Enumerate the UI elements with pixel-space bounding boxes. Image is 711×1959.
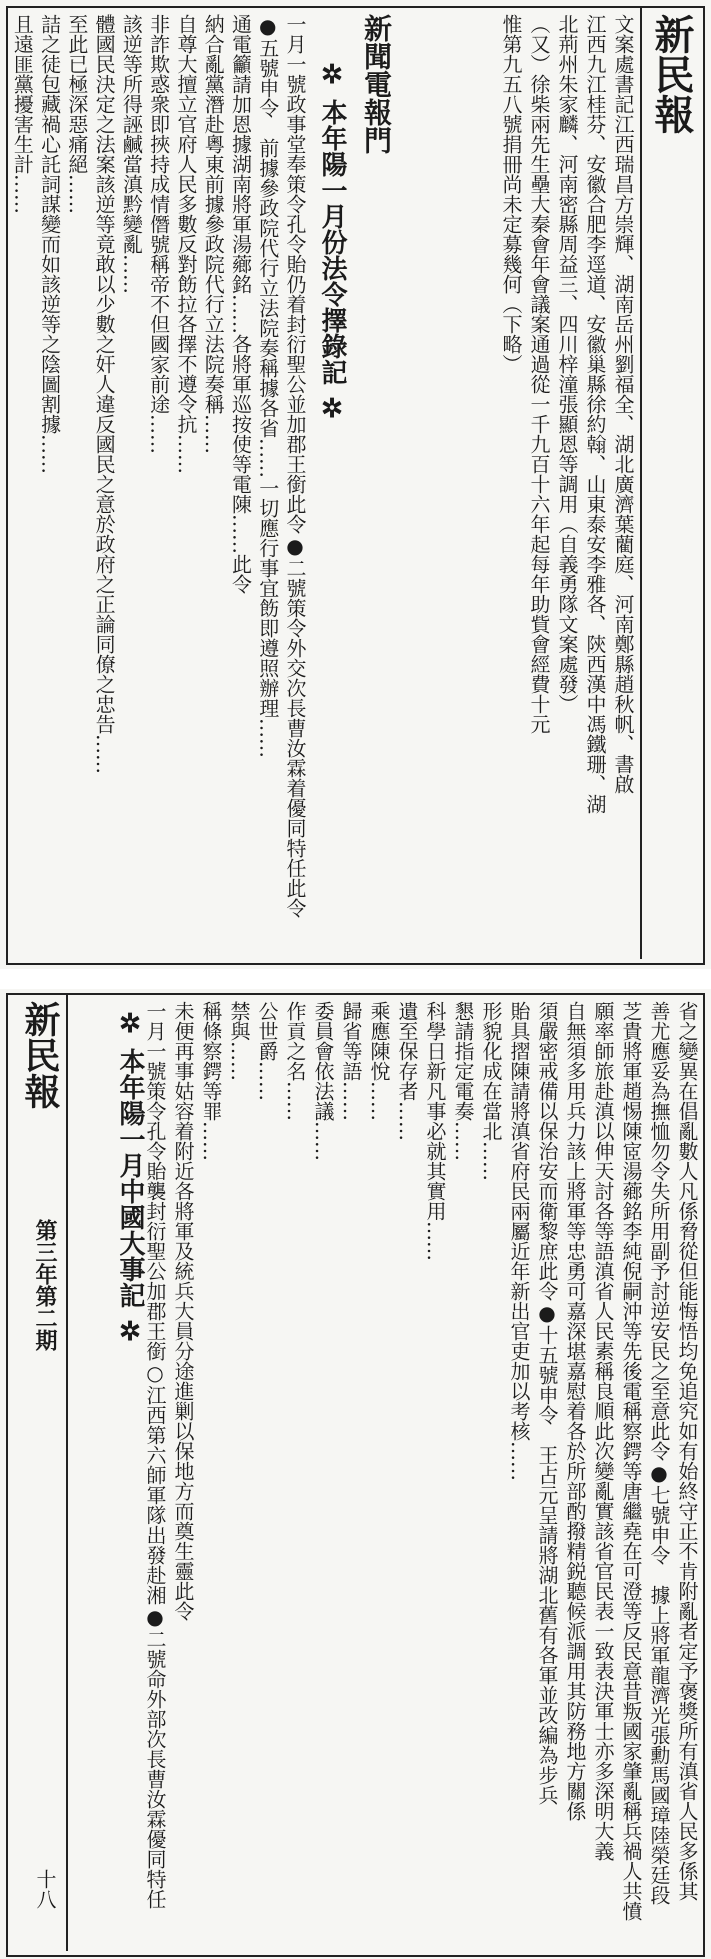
masthead-divider — [66, 995, 68, 1951]
body-line: 公世爵…… — [255, 1001, 279, 1101]
body-line: 文案處書記江西瑞昌方崇輝、湖南岳州劉福全、湖北廣濟葉藺庭、河南鄭縣趙秋帆、書啟 — [611, 14, 635, 794]
section-heading: 新聞電報門 — [360, 14, 393, 154]
body-line: 禁與…… — [227, 1001, 251, 1081]
body-line: 詰之徒包藏禍心託詞謀變而如該逆等之陰圖割據…… — [37, 14, 62, 474]
body-line: 自無須多用兵力該上將軍等忠勇可嘉深堪嘉慰着各於所部酌撥精鋭聽候派調用其防務地方關係 — [563, 1001, 587, 1821]
body-line: 省之變異在倡亂數人凡係脅從但能悔悟均免追究如有始終守正不肯附亂者定予褒獎所有滇省人民多係其 — [675, 1001, 699, 1901]
page-gap — [0, 969, 711, 989]
body-line: 願率師旅赴滇以伸天討各等語滇省人民素稱良順此次變亂實該省官民表一致表決軍士亦多深明大義 — [591, 1001, 615, 1861]
body-line: 至此已極深惡痛絕…… — [64, 14, 89, 214]
body-line: 委員會依法議…… — [311, 1001, 335, 1161]
page-top — [0, 0, 711, 969]
body-line: 江西九江桂芬、安徽合肥李逕道、安徽巢縣徐約翰、山東泰安李雅各、陝西漢中馮鐵珊、湖 — [583, 14, 607, 814]
article-title: ✲ 本年陽一月份法令擇錄記 ✲ — [317, 60, 347, 425]
body-line: 惟第九五八號捐冊尚未定募幾何（下略） — [499, 14, 523, 374]
body-line: 乘應陳悅…… — [367, 1001, 391, 1121]
article-upper — [404, 14, 636, 958]
body-line: 且遠匪黨擾害生計…… — [10, 14, 35, 214]
body-line: 自尊大擅立官府人民多數反對飭拉各擇不遵令抗…… — [173, 14, 198, 474]
article-title: ✲ 本年陽一月中國大事記 ✲ — [115, 1009, 145, 1348]
body-line: 體國民決定之法案該逆等竟敢以少數之奸人違反國民之意於政府之正論同僚之忠告…… — [92, 14, 117, 774]
body-line: 貽具摺陳請將滇省府民兩屬近年新出官吏加以考核…… — [507, 1001, 531, 1481]
body-line: 納合亂黨潛赴粵東前據參政院代行立法院奏稱…… — [201, 14, 226, 454]
body-line: 懇請指定電奏…… — [451, 1001, 475, 1161]
page-bottom — [0, 989, 711, 1959]
body-line: 未便再事姑容着附近各將軍及統兵大員分途進剿以保地方而奠生靈此令 — [171, 1001, 195, 1621]
masthead-divider — [640, 8, 642, 959]
body-line: 形貌化成在當北…… — [479, 1001, 503, 1181]
body-line: 北荊州朱家麟、河南密縣周益三、四川梓潼張顯恩等調用（自義勇隊文案處發） — [555, 14, 579, 714]
page-number: 十八 — [33, 1869, 57, 1909]
body-line: 作貢之名…… — [283, 1001, 307, 1121]
body-line: 該逆等所得誣鹹當滇黔變亂…… — [119, 14, 144, 294]
body-line: 善尤應妥為撫恤勿令失所用副予討逆安民之至意此令●七號申令 據上將軍龍濟光張勳馬國璋陸榮廷段 — [647, 1001, 671, 1905]
masthead: 新民報 — [19, 1001, 61, 1109]
body-line: 須嚴密戒備以保治安而衛黎庶此令●十五號申令 王占元呈請將湖北舊有各軍並改編為步兵 — [535, 1001, 559, 1805]
article-body — [72, 1001, 700, 1947]
masthead: 新民報 — [648, 14, 695, 134]
issue-number: 第三年第二期 — [32, 1219, 58, 1351]
body-line: 非詐欺惑衆即挾持成情僭號稱帝不但國家前途…… — [146, 14, 171, 454]
body-line: 一月一號政事堂奉策令孔令貽仍着封衍聖公並加郡王銜此令●二號策令外交次長曹汝霖着優同特任此令 — [283, 14, 307, 918]
body-line: 科學日新凡事必就其實用…… — [423, 1001, 447, 1261]
body-line: 遺至保存者…… — [395, 1001, 419, 1141]
article-lower — [10, 14, 308, 958]
body-line: 芝貴將軍趙惕陳宧湯薌銘李純倪嗣沖等先後電稱察鍔等唐繼堯在可澄等反民意昔叛國家肇亂稱兵禍人共憤 — [619, 1001, 643, 1921]
body-line: 歸省等語…… — [339, 1001, 363, 1121]
body-line: （又）徐柴兩先生壘大秦會年會議案通過從一千九百十六年起每年助貲會經費十元 — [527, 14, 551, 734]
body-line: 一月一號策令孔令貽襲封衍聖公加郡王銜○江西第六師軍隊出發赴湘●二號命外部次長曹汝霖優同特任 — [143, 1001, 167, 1909]
body-line: ●五號申令 前據參政院代行立法院奏稱據各省……一切應行事宜飭即遵照辦理…… — [255, 14, 280, 758]
body-line: 稱條察鍔等罪…… — [199, 1001, 223, 1161]
body-line: 通電籲請加恩據湖南將軍湯薌銘……各將軍巡按使等電陳……此令 — [228, 14, 253, 594]
